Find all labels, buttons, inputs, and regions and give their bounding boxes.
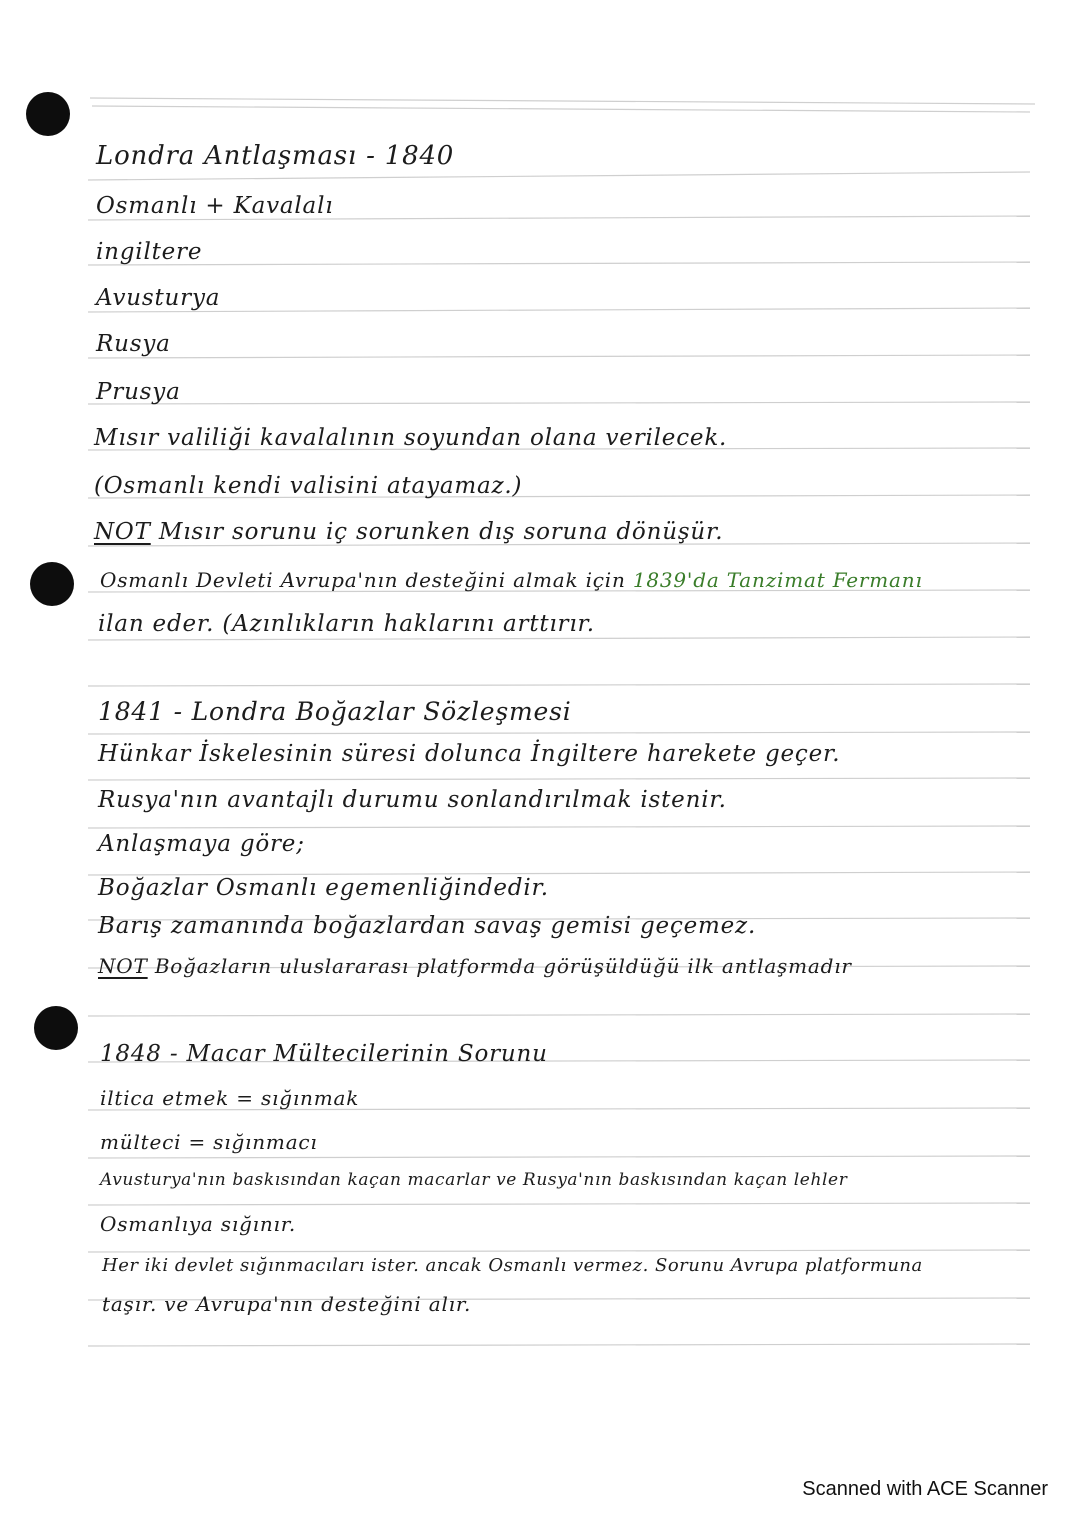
section-1-line: Prusya <box>96 379 181 405</box>
note-label: NOT <box>94 519 151 545</box>
section-3-line: iltica etmek = sığınmak <box>100 1086 360 1110</box>
section-3-line: taşır. ve Avrupa'nın desteğini alır. <box>102 1292 472 1316</box>
punch-hole <box>26 92 70 136</box>
section-1-title: Londra Antlaşması - 1840 <box>96 141 455 171</box>
note-text: Mısır sorunu iç sorunken dış soruna dönüşür. <box>158 519 724 545</box>
section-2-line: Hünkar İskelesinin süresi dolunca İngiltere harekete geçer. <box>98 741 841 767</box>
section-3-line: Her iki devlet sığınmacıları ister. ancak Osmanlı vermez. Sorunu Avrupa platformuna <box>102 1255 923 1276</box>
section-1-line <box>100 566 923 594</box>
section-3-line: Avusturya'nın baskısından kaçan macarlar ve Rusya'nın baskısından kaçan lehler <box>100 1170 848 1190</box>
section-3-line: Osmanlıya sığınır. <box>100 1212 297 1236</box>
section-1-line: (Osmanlı kendi valisini atayamaz.) <box>94 473 523 499</box>
punch-hole <box>30 562 74 606</box>
section-2-line: Barış zamanında boğazlardan savaş gemisi geçemez. <box>98 913 757 939</box>
section-2-line: Rusya'nın avantajlı durumu sonlandırılmak istenir. <box>98 787 727 813</box>
scanner-watermark: Scanned with ACE Scanner <box>802 1478 1048 1500</box>
section-2-title: 1841 - Londra Boğazlar Sözleşmesi <box>98 697 572 726</box>
note-label: NOT <box>98 954 148 978</box>
section-3-line: mülteci = sığınmacı <box>100 1130 318 1154</box>
section-2-line: Anlaşmaya göre; <box>98 831 305 857</box>
text-fragment: Osmanlı Devleti Avrupa'nın desteğini almak için <box>100 568 626 592</box>
section-1-line: Osmanlı + Kavalalı <box>96 193 334 219</box>
section-1-line: ingiltere <box>96 239 203 265</box>
section-1-note <box>94 518 723 546</box>
section-1-line: Rusya <box>96 331 171 357</box>
section-2-note <box>98 952 852 980</box>
section-1-line: Avusturya <box>96 285 221 311</box>
section-1-line: ilan eder. (Azınlıkların haklarını arttırır. <box>98 611 595 637</box>
section-1-line: Mısır valiliği kavalalının soyundan olana verilecek. <box>94 425 728 451</box>
section-3-title: 1848 - Macar Mültecilerinin Sorunu <box>100 1041 548 1067</box>
note-text: Boğazların uluslararası platformda görüşüldüğü ilk antlaşmadır <box>154 954 852 978</box>
punch-hole <box>34 1006 78 1050</box>
section-2-line: Boğazlar Osmanlı egemenliğindedir. <box>98 875 549 901</box>
green-annotation: 1839'da Tanzimat Fermanı <box>632 568 923 592</box>
